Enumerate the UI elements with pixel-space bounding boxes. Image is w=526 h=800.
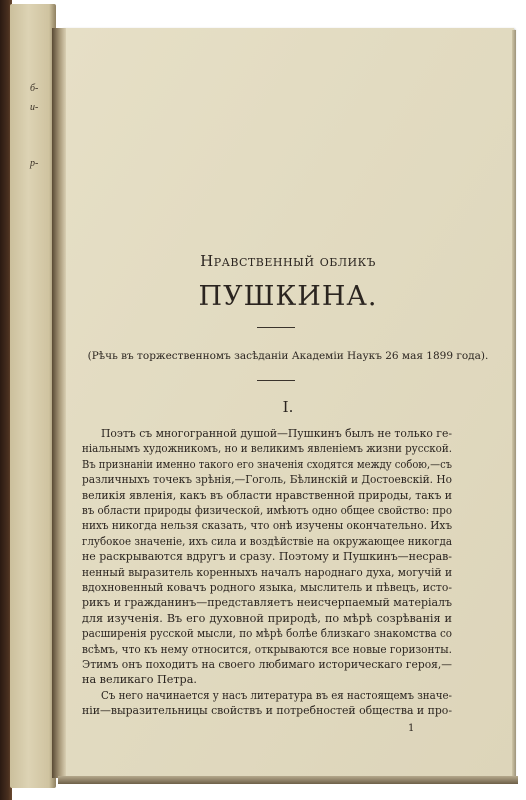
page-title: ПУШКИНА. [198,281,378,312]
left-page-fragment: р- [30,158,39,169]
divider [257,380,295,381]
text-line: для изученія. Въ его духовной природѣ, по мѣрѣ созрѣванія и [82,611,452,625]
left-page-fragment: и- [30,102,39,113]
text-line: рикъ и гражданинъ—представляетъ неисчерпаемый матеріалъ [82,596,452,610]
text-line: ніальнымъ художникомъ, но и великимъ явленіемъ жизни русской. [82,442,452,456]
text-line: не раскрываются вдругъ и сразу. Поэтому и Пушкинъ—несрав- [82,550,452,564]
text-line: въ области природы физической, имѣютъ одно общее свойство: про [82,504,452,517]
text-line: вдохновенный ковачъ родного языка, мыслитель и пѣвецъ, исто- [82,581,452,594]
page-number: 1 [408,722,415,734]
subtitle: (Рѣчь въ торжественномъ засѣданіи Академіи Наукъ 26 мая 1899 года). [87,350,489,362]
chapter-heading: I. [282,398,294,416]
text-line: Этимъ онъ походитъ на своего любимаго историческаго героя,— [82,658,452,671]
text-line: нихъ никогда нельзя сказать, что онѣ изучены окончательно. Ихъ [82,519,452,533]
previous-page [10,4,56,788]
left-page-fragment: б- [30,83,39,94]
text-line: глубокое значеніе, ихъ сила и воздѣйствіе на окружающее никогда [82,534,452,548]
divider [257,327,295,328]
text-line: ненный выразитель коренныхъ началъ народнаго духа, могучій и [82,565,452,579]
text-line: Въ признаніи именно такого его значенія сходятся между собою,—съ [82,457,452,471]
text-line: различныхъ точекъ зрѣнія,—Гоголь, Бѣлинскій и Достоевскій. Но [82,473,452,487]
text-line: Поэтъ съ многогранной душой—Пушкинъ былъ не только ге- [101,427,452,440]
title-small: Нравственный обликъ [200,252,376,270]
text-line: Съ него начинается у насъ литература въ ея настоящемъ значе- [101,688,452,702]
text-line: великія явленія, какъ въ области нравственной природы, такъ и [82,488,452,502]
page-bottom-edge [58,776,518,784]
text-line: на великаго Петра. [82,673,197,687]
text-line: расширенія русской мысли, по мѣрѣ болѣе близкаго знакомства со [82,627,452,641]
text-line: ніи—выразительницы свойствъ и потребностей общества и про- [82,704,452,718]
text-line: всѣмъ, что къ нему относится, открываются все новые горизонты. [82,642,452,656]
